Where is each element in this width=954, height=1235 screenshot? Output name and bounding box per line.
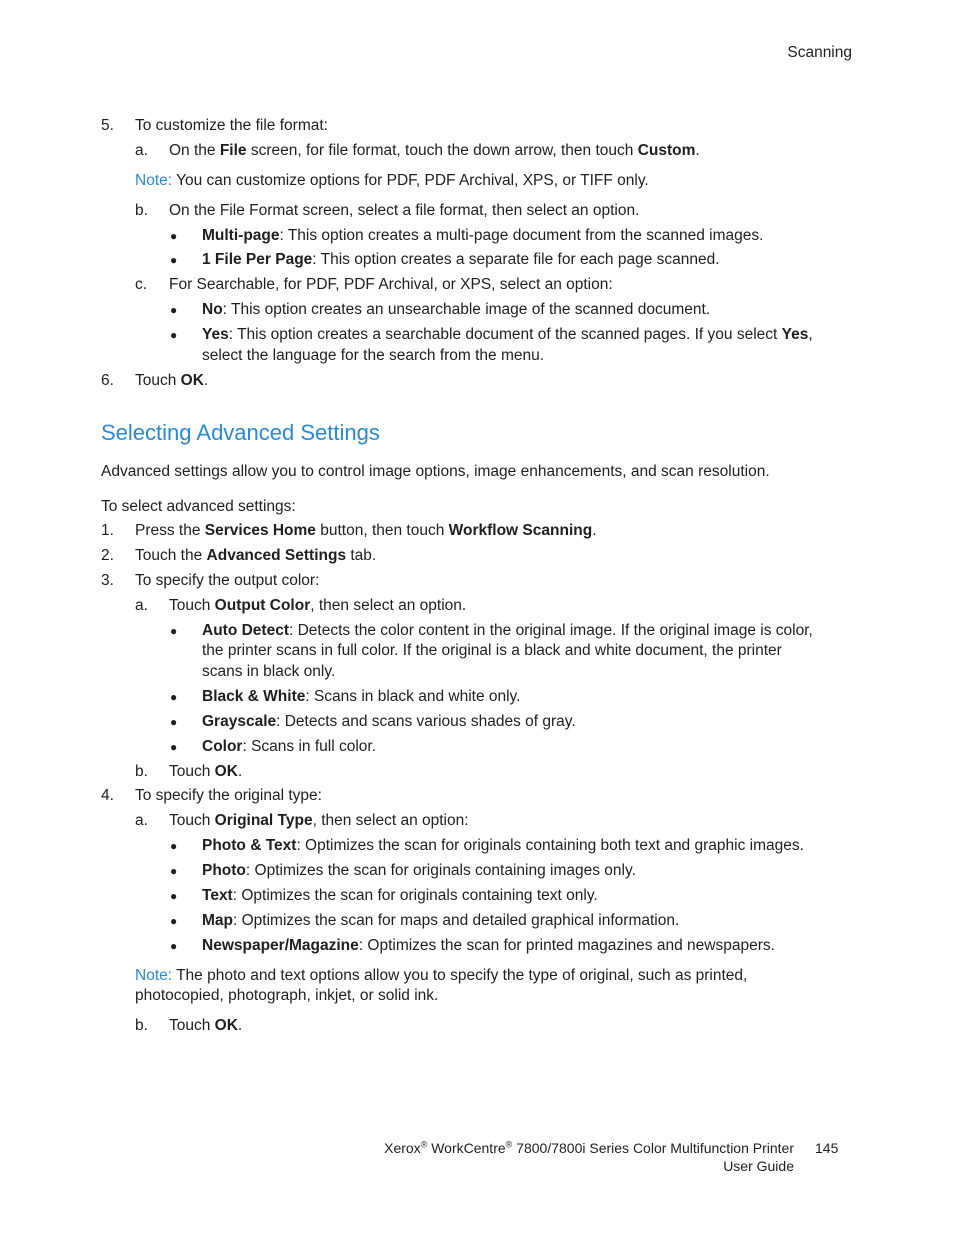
bullet-text-continued: the printer scans in full color. If the original is a black and white document, the printer bbox=[202, 642, 782, 659]
substep-text: Touch OK. bbox=[169, 763, 243, 780]
step-number: 5. bbox=[101, 117, 114, 134]
step-number: 3. bbox=[101, 572, 114, 589]
step-text: To specify the output color: bbox=[135, 572, 320, 589]
step-text: Press the Services Home button, then touch Workflow Scanning. bbox=[135, 522, 597, 539]
substep-text: On the File screen, for file format, touch the down arrow, then touch Custom. bbox=[169, 142, 700, 159]
procedure-intro: To select advanced settings: bbox=[101, 498, 296, 515]
substep-letter: b. bbox=[135, 763, 148, 780]
bullet-icon: ● bbox=[170, 624, 178, 638]
section-heading: Selecting Advanced Settings bbox=[101, 420, 380, 445]
bullet-icon: ● bbox=[170, 253, 178, 267]
bullet-text: Map: Optimizes the scan for maps and detailed graphical information. bbox=[202, 912, 680, 929]
step-text: To customize the file format: bbox=[135, 117, 328, 134]
bullet-icon: ● bbox=[170, 889, 178, 903]
running-header: Scanning bbox=[787, 44, 852, 61]
note-label: Note: bbox=[135, 172, 173, 189]
bullet-icon: ● bbox=[170, 690, 178, 704]
bullet-icon: ● bbox=[170, 914, 178, 928]
bullet-text-continued: scans in black only. bbox=[202, 663, 336, 680]
substep-text: For Searchable, for PDF, PDF Archival, or XPS, select an option: bbox=[169, 276, 613, 293]
bullet-text: Auto Detect: Detects the color content in the original image. If the original image is color, bbox=[202, 622, 813, 639]
footer-guide: User Guide bbox=[723, 1158, 794, 1174]
bullet-icon: ● bbox=[170, 864, 178, 878]
bullet-icon: ● bbox=[170, 740, 178, 754]
page-number: 145 bbox=[815, 1140, 839, 1156]
substep-text: Touch Original Type, then select an option: bbox=[169, 812, 469, 829]
bullet-text-continued: select the language for the search from the menu. bbox=[202, 347, 545, 364]
bullet-text: Newspaper/Magazine: Optimizes the scan for printed magazines and newspapers. bbox=[202, 937, 775, 954]
step-text: To specify the original type: bbox=[135, 787, 322, 804]
substep-letter: a. bbox=[135, 597, 148, 614]
note: Note: The photo and text options allow you to specify the type of original, such as printed, bbox=[135, 967, 748, 984]
step-number: 1. bbox=[101, 522, 114, 539]
bullet-text: No: This option creates an unsearchable image of the scanned document. bbox=[202, 301, 711, 318]
bullet-text: Photo: Optimizes the scan for originals containing images only. bbox=[202, 862, 636, 879]
footer-product: Xerox® WorkCentre® 7800/7800i Series Color Multifunction Printer bbox=[384, 1139, 794, 1156]
substep-text: On the File Format screen, select a file format, then select an option. bbox=[169, 202, 640, 219]
bullet-text: Black & White: Scans in black and white only. bbox=[202, 688, 521, 705]
substep-letter: a. bbox=[135, 142, 148, 159]
note-label: Note: bbox=[135, 967, 173, 984]
bullet-icon: ● bbox=[170, 303, 178, 317]
bullet-icon: ● bbox=[170, 715, 178, 729]
bullet-text: Color: Scans in full color. bbox=[202, 738, 377, 755]
note-continued: photocopied, photograph, inkjet, or solid ink. bbox=[135, 987, 439, 1004]
substep-letter: b. bbox=[135, 1017, 148, 1034]
bullet-text: Grayscale: Detects and scans various shades of gray. bbox=[202, 713, 576, 730]
note: Note: You can customize options for PDF, PDF Archival, XPS, or TIFF only. bbox=[135, 172, 649, 189]
bullet-icon: ● bbox=[170, 839, 178, 853]
substep-text: Touch Output Color, then select an option. bbox=[169, 597, 467, 614]
step-number: 4. bbox=[101, 787, 114, 804]
step-text: Touch OK. bbox=[135, 372, 209, 389]
bullet-icon: ● bbox=[170, 229, 178, 243]
step-number: 2. bbox=[101, 547, 114, 564]
substep-letter: a. bbox=[135, 812, 148, 829]
bullet-icon: ● bbox=[170, 328, 178, 342]
bullet-text: Multi-page: This option creates a multi-page document from the scanned images. bbox=[202, 227, 764, 244]
bullet-text: Text: Optimizes the scan for originals containing text only. bbox=[202, 887, 598, 904]
bullet-text: 1 File Per Page: This option creates a separate file for each page scanned. bbox=[202, 251, 720, 268]
substep-text: Touch OK. bbox=[169, 1017, 243, 1034]
bullet-text: Photo & Text: Optimizes the scan for originals containing both text and graphic images. bbox=[202, 837, 804, 854]
substep-letter: c. bbox=[135, 276, 148, 293]
bullet-text: Yes: This option creates a searchable document of the scanned pages. If you select Yes, bbox=[202, 326, 813, 343]
step-number: 6. bbox=[101, 372, 114, 389]
substep-letter: b. bbox=[135, 202, 148, 219]
step-text: Touch the Advanced Settings tab. bbox=[135, 547, 377, 564]
bullet-icon: ● bbox=[170, 939, 178, 953]
intro-paragraph: Advanced settings allow you to control image options, image enhancements, and scan resolution. bbox=[101, 463, 770, 480]
